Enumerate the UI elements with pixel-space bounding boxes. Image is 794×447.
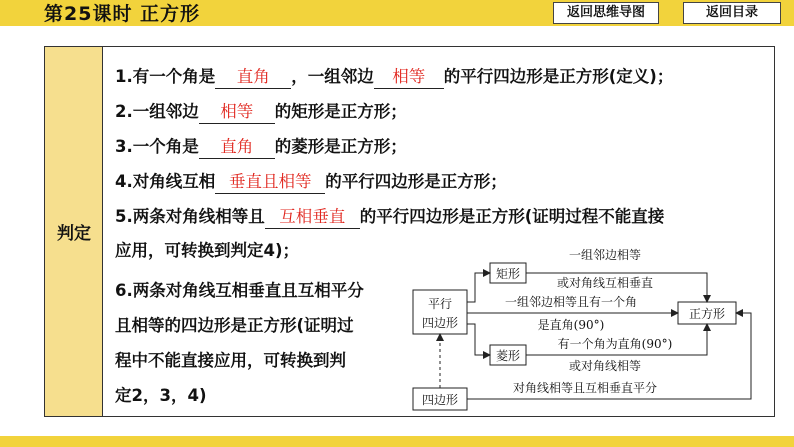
criterion-1-text-c: 的平行四边形是正方形(定义)； [443, 67, 674, 86]
node-parallelogram-line2: 四边形 [421, 316, 459, 330]
criterion-5-continued: 应用，可转换到判定4)； [115, 241, 300, 260]
footer-bar [0, 436, 794, 447]
node-rectangle: 矩形 [495, 267, 521, 281]
label-column [45, 47, 103, 416]
node-parallelogram-line1: 平行 [427, 297, 453, 311]
criterion-1-text-a: 1.有一个角是 [115, 67, 216, 86]
page-title: 第25课时 正方形 [44, 3, 201, 25]
criterion-6-line-4: 定2，3，4) [115, 386, 207, 405]
edge-para-rhombus [467, 324, 490, 355]
section-label: 判定 [57, 224, 91, 244]
criterion-3-blank: 直角 [199, 136, 275, 159]
criterion-1 [115, 63, 673, 89]
edge-label-para-2: 是直角(90°) [537, 318, 605, 332]
criterion-5-text-a: 5.两条对角线相等且 [115, 207, 265, 226]
edge-label-para-1: 一组邻边相等且有一个角 [504, 295, 638, 309]
criterion-3-text-a: 3.一个角是 [115, 137, 199, 156]
node-quadrilateral: 四边形 [421, 393, 459, 407]
criterion-1-blank-2: 相等 [374, 66, 444, 89]
edge-label-rhombus-2: 或对角线相等 [568, 359, 642, 373]
edge-label-quad: 对角线相等且互相垂直平分 [512, 381, 658, 395]
criterion-5 [115, 203, 664, 229]
back-to-toc-button[interactable]: 返回目录 [683, 2, 781, 24]
edge-label-rect-2: 或对角线互相垂直 [556, 276, 654, 290]
criterion-6-line-3: 程中不能直接应用，可转换到判 [115, 351, 346, 370]
criterion-2 [115, 98, 407, 124]
edge-para-rect [467, 273, 490, 302]
criterion-2-blank: 相等 [199, 101, 275, 124]
criterion-5-text-b: 的平行四边形是正方形(证明过程不能直接 [359, 207, 665, 226]
node-rhombus: 菱形 [495, 349, 521, 363]
back-to-mindmap-button[interactable]: 返回思维导图 [553, 2, 659, 24]
edge-label-rect-1: 一组邻边相等 [568, 248, 642, 262]
criterion-4 [115, 168, 507, 194]
criterion-6-line-1: 6.两条对角线互相垂直且互相平分 [115, 281, 364, 300]
square-criteria-diagram [405, 244, 765, 414]
criterion-4-text-a: 4.对角线互相 [115, 172, 216, 191]
criterion-6-line-2: 且相等的四边形是正方形(证明过 [115, 316, 354, 335]
criterion-1-text-b: ，一组邻边 [291, 67, 374, 86]
criterion-1-blank-1: 直角 [215, 66, 291, 89]
criterion-2-text-a: 2.一组邻边 [115, 102, 199, 121]
criterion-5-blank: 互相垂直 [265, 206, 360, 229]
node-square: 正方形 [688, 307, 726, 321]
criterion-3-text-b: 的菱形是正方形； [274, 137, 407, 156]
criterion-3 [115, 133, 407, 159]
header-bar [0, 0, 794, 26]
criterion-4-text-b: 的平行四边形是正方形； [325, 172, 507, 191]
criterion-4-blank: 垂直且相等 [215, 171, 325, 194]
criterion-2-text-b: 的矩形是正方形； [274, 102, 407, 121]
edge-label-rhombus-1: 有一个角为直角(90°) [557, 337, 673, 351]
